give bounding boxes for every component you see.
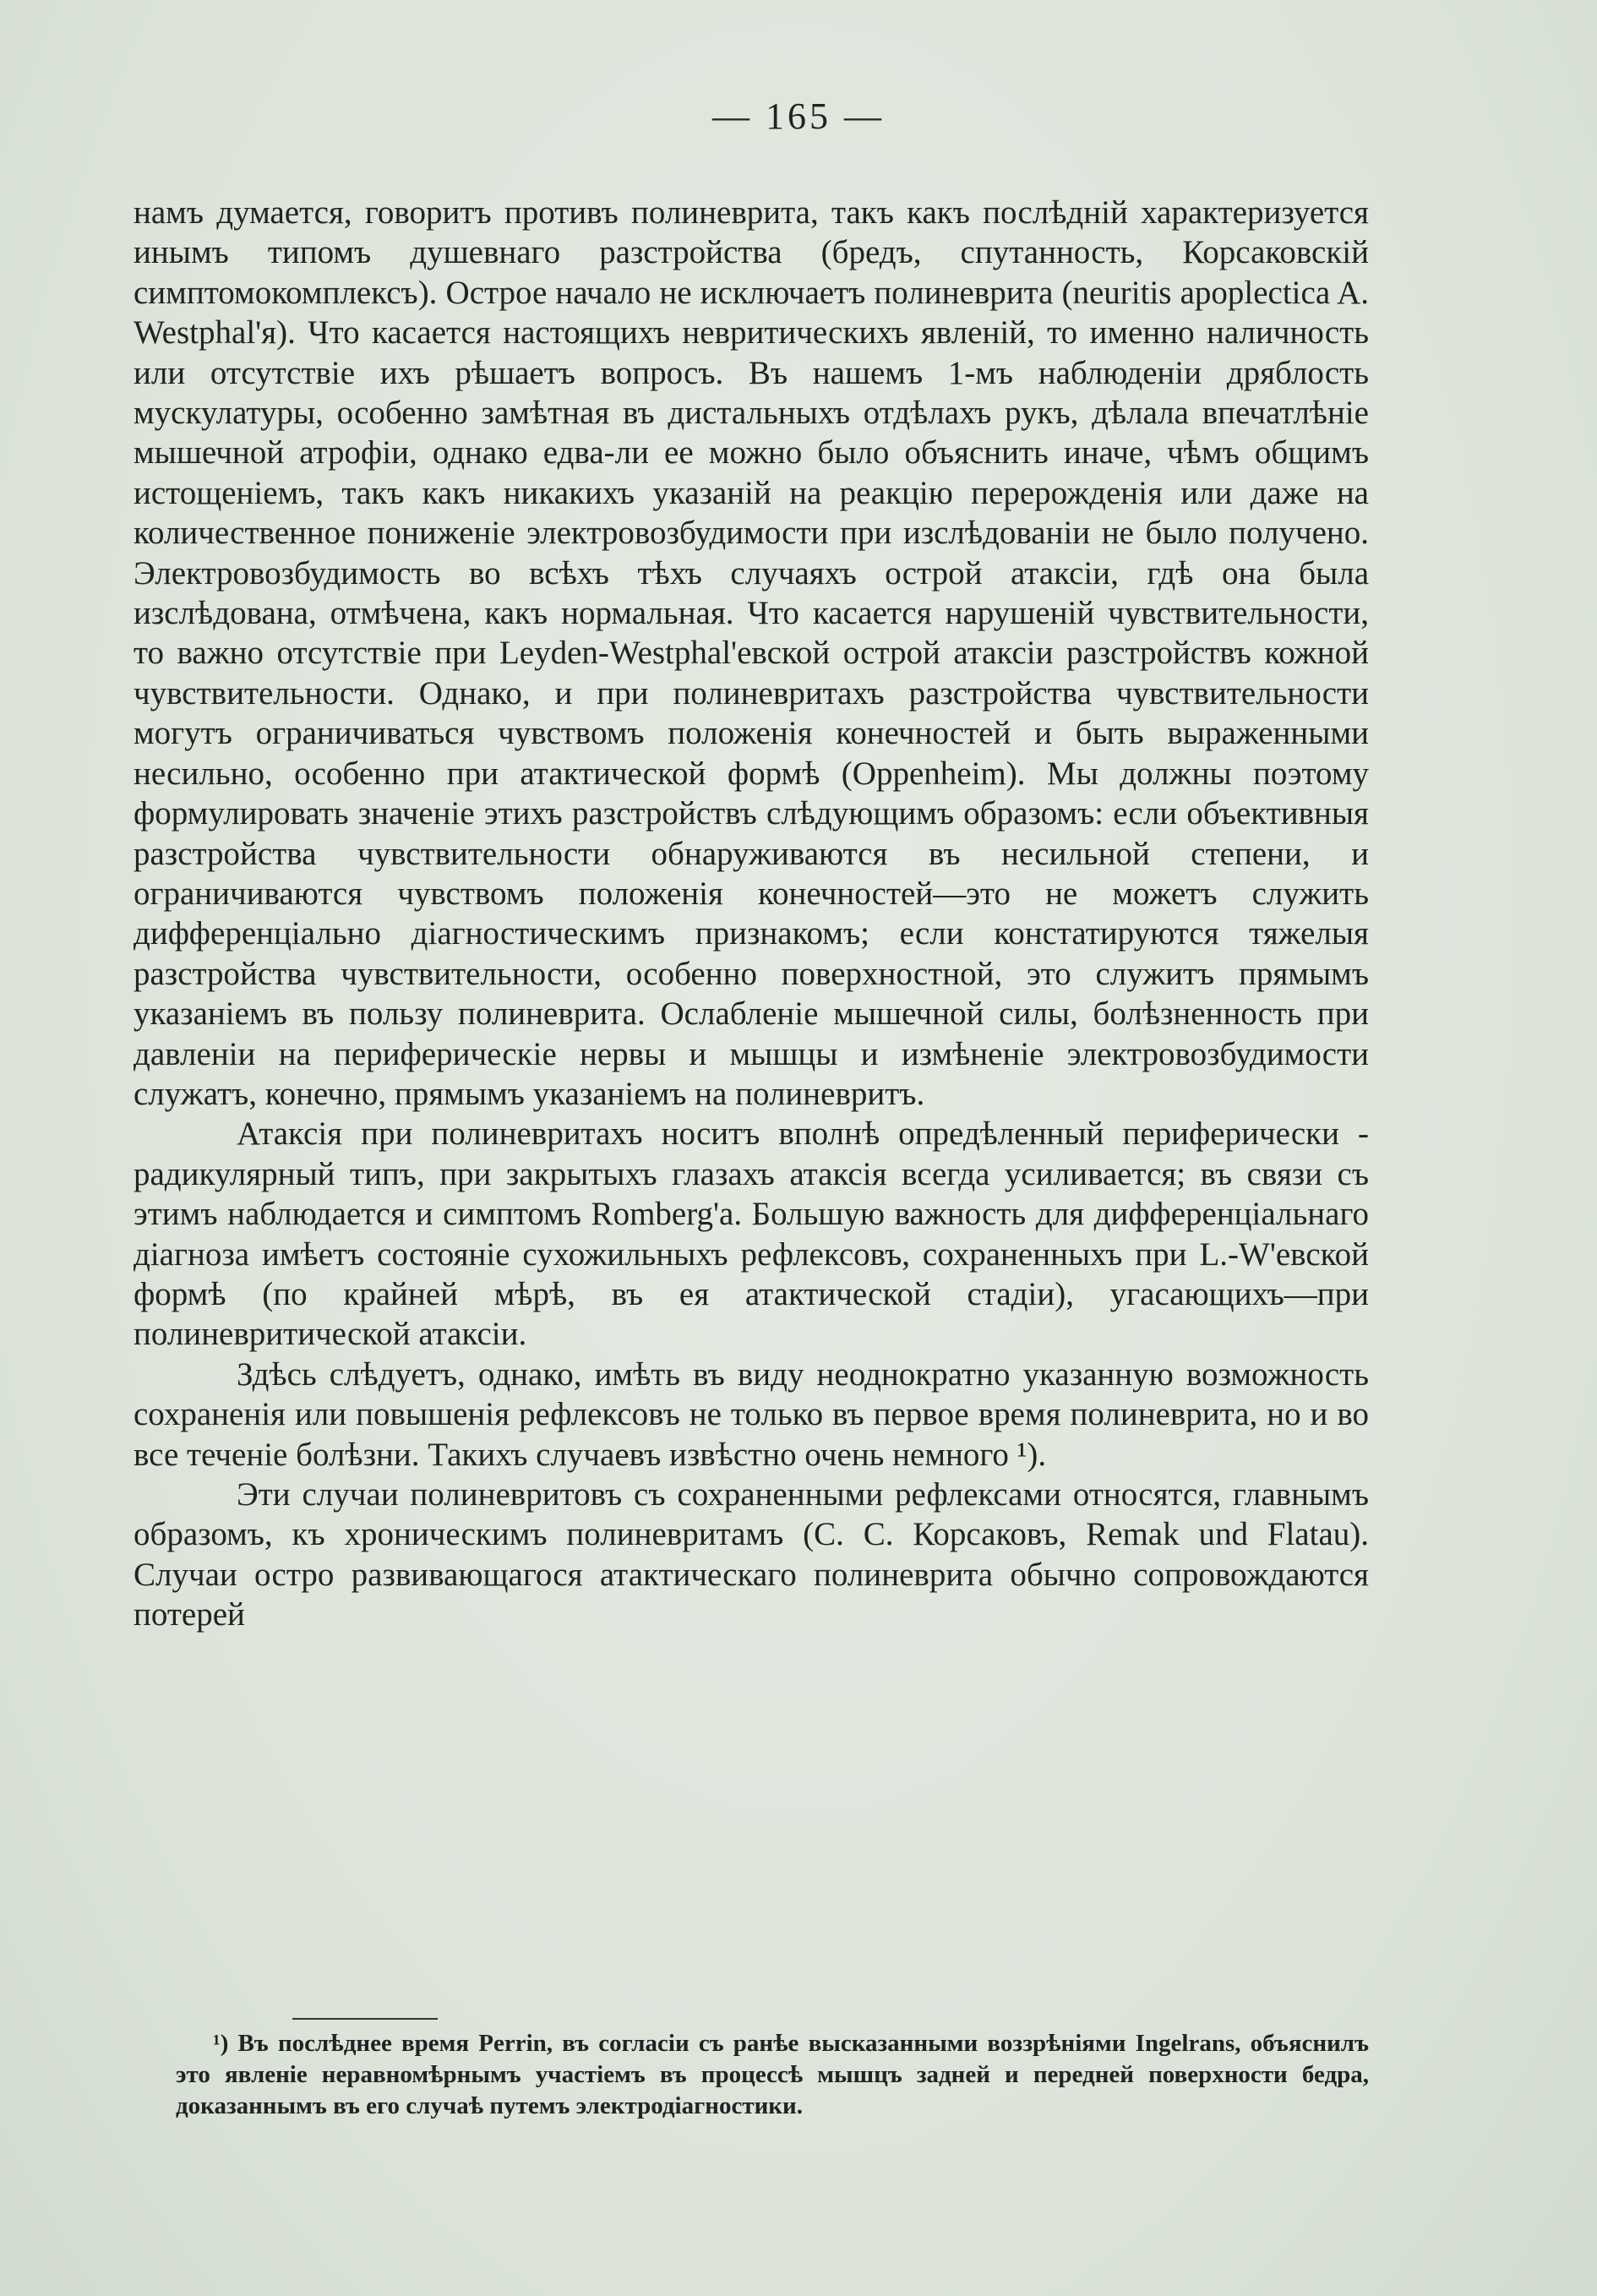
paragraph-2: Атаксiя при полиневритахъ носитъ вполнѣ опредѣленный периферически - радикулярный типъ, при закрытыхъ глазахъ атаксiя всегда усиливается; въ связи съ этимъ наблюдается и симптомъ Romberg'а. Большую важность для дифференцiальнаго дiагноза имѣетъ состоянiе сухожильныхъ рефлексовъ, сохраненныхъ при L.-W'евской формѣ (по крайней мѣрѣ, въ ея атактической стадiи), угасающихъ—при полиневритической атаксiи. (134, 1115, 1369, 1353)
page-number: — 165 — (712, 95, 885, 137)
footnotes (176, 2028, 1369, 2122)
paragraph-4: Эти случаи полиневритовъ съ сохраненными рефлексами относятся, главнымъ образомъ, къ хроническимъ полиневритамъ (С. С. Корсаковъ, Remak und Flatau). Случаи остро развивающагося атактическаго полиневрита обычно сопровождаются потерей (134, 1476, 1369, 1633)
paragraph-3: Здѣсь слѣдуетъ, однако, имѣть въ виду неоднократно указанную возможность сохраненiя или повышенiя рефлексовъ не только въ первое время полиневрита, но и во все теченiе болѣзни. Такихъ случаевъ извѣстно очень немного ¹). (134, 1355, 1369, 1473)
footnote-1: ¹) Въ послѣднее время Perrin, въ согласiи съ ранѣе высказанными воззрѣнiями Ingelrans, объяснилъ это явленiе неравномѣрнымъ участiемъ въ процессѣ мышцъ задней и передней поверхности бедра, доказаннымъ въ его случаѣ путемъ электродiагностики. (176, 2030, 1369, 2119)
footnote-divider (292, 2018, 438, 2020)
paragraph-1: намъ думается, говоритъ противъ полиневрита, такъ какъ послѣднiй характеризуется инымъ типомъ душевнаго разстройства (бредъ, спутанность, Корсаковскiй симптомокомплексъ). Острое начало не исключаетъ полиневрита (neuritis apoplectica A. Westphal'я). Что касается настоящихъ невритическихъ явленiй, то именно наличность или отсутствiе ихъ рѣшаетъ вопросъ. Въ нашемъ 1-мъ наблюденiи дряблость мускулатуры, особенно замѣтная въ дистальныхъ отдѣлахъ рукъ, дѣлала впечатлѣнiе мышечной атрофiи, однако едва-ли ее можно было объяснить иначе, чѣмъ общимъ истощенiемъ, такъ какъ никакихъ указанiй на реакцiю перерожденiя или даже на количественное пониженiе электровозбудимости при изслѣдованiи не было получено. Электровозбудимость во всѣхъ тѣхъ случаяхъ острой атаксiи, гдѣ она была изслѣдована, отмѣчена, какъ нормальная. Что касается нарушенiй чувствительности, то важно отсутствiе при Leyden-Westphal'евской острой атаксiи разстройствъ кожной чувствительности. Однако, и при полиневритахъ разстройства чувствительности могутъ ограничиваться чувствомъ положенiя конечностей и быть выраженными несильно, особенно при атактической формѣ (Oppenheim). Мы должны поэтому формулировать значенiе этихъ разстройствъ слѣдующимъ образомъ: если объективныя разстройства чувствительности обнаруживаются въ несильной степени, и ограничиваются чувствомъ положенiя конечностей—это не можетъ служить дифференцiально дiагностическимъ признакомъ; если констатируются тяжелыя разстройства чувствительности, особенно поверхностной, это служитъ прямымъ указанiемъ въ пользу полиневрита. Ослабленiе мышечной силы, болѣзненность при давленiи на периферическiе нервы и мышцы и измѣненiе электровозбудимости служатъ, конечно, прямымъ указанiемъ на полиневритъ. (134, 194, 1369, 1112)
main-text (134, 193, 1369, 1635)
